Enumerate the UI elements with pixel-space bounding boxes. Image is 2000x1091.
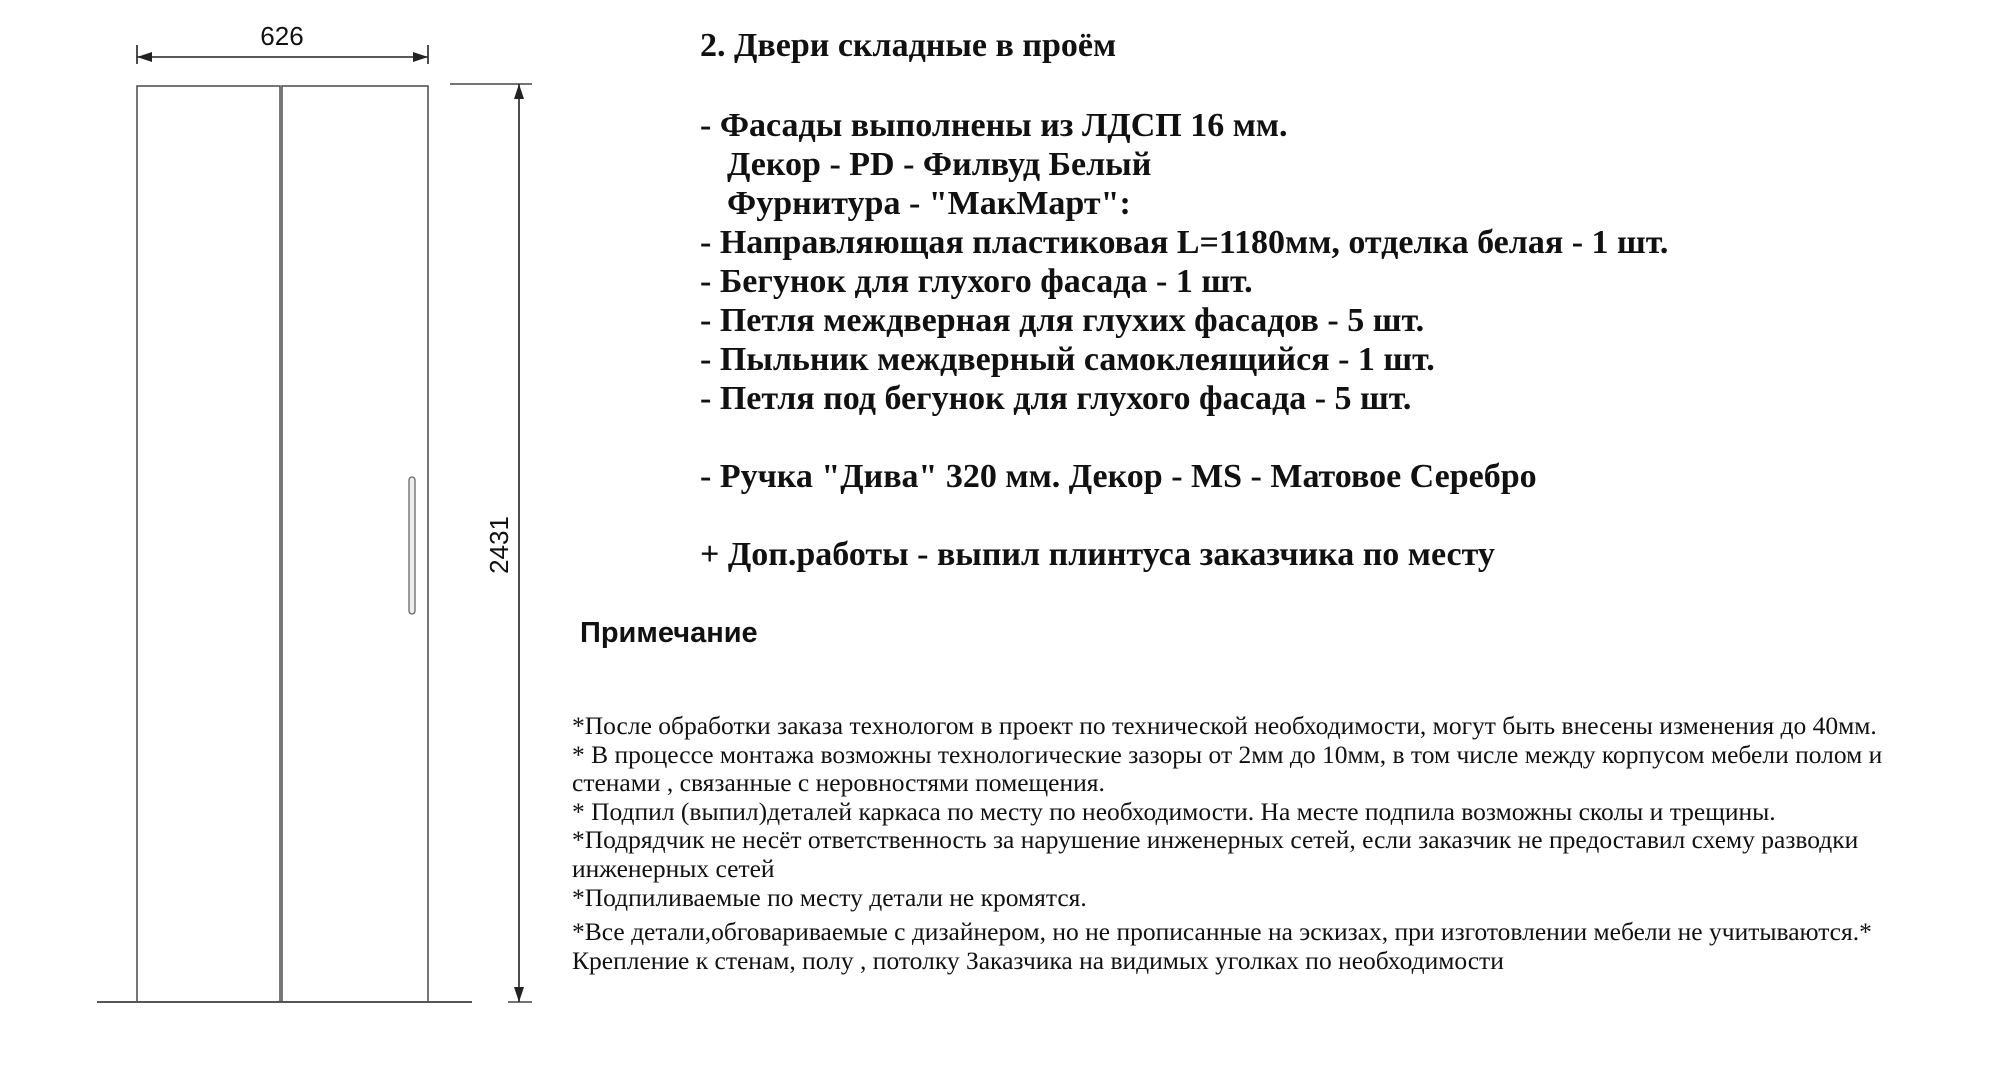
spec-line-extra-work: + Доп.работы - выпил плинтуса заказчика по месту: [700, 536, 1495, 573]
note-item: * Подпил (выпил)деталей каркаса по месту по необходимости. На месте подпила возможны сколы и трещины.: [572, 796, 1776, 826]
width-arrow-right-icon: [413, 52, 428, 62]
height-dimension-label: 2431: [484, 516, 514, 574]
door-drawing: [0, 0, 560, 1091]
spec-line-handle: - Ручка "Дива" 320 мм. Декор - MS - Матовое Серебро: [700, 458, 1537, 495]
spec-line-hardware: Фурнитура - "МакМарт":: [727, 185, 1131, 222]
door-panel-left: [137, 86, 280, 1002]
notes-heading: Примечание: [580, 617, 758, 649]
spec-line-decor: Декор - PD - Филвуд Белый: [727, 146, 1152, 183]
notes-block: [572, 712, 1912, 975]
door-handle: [409, 477, 415, 614]
note-item: * В процессе монтажа возможны технологические зазоры от 2мм до 10мм, в том числе между корпусом мебели полом и стенами , связанные с неровностями помещения.: [572, 739, 1883, 798]
spec-line-runner: - Бегунок для глухого фасада - 1 шт.: [700, 263, 1253, 300]
spec-line-guide: - Направляющая пластиковая L=1180мм, отделка белая - 1 шт.: [700, 224, 1669, 261]
spec-line-hinge: - Петля междверная для глухих фасадов - 5 шт.: [700, 302, 1425, 339]
height-arrow-top-icon: [514, 84, 524, 99]
note-item: *После обработки заказа технологом в проект по технической необходимости, могут быть внесены изменения до 40мм.: [572, 711, 1877, 740]
note-item: *Все детали,обговариваемые с дизайнером, но не прописанные на эскизах, при изготовлении мебели не учитываются.* Крепление к стенам, полу , потолку Заказчика на видимых уголках по необходимости: [572, 917, 1872, 975]
height-arrow-bottom-icon: [514, 987, 524, 1002]
spec-line-dust-seal: - Пыльник междверный самоклеящийся - 1 шт.: [700, 341, 1435, 378]
note-item: *Подпиливаемые по месту детали не кромятся.: [572, 882, 1087, 912]
width-arrow-left-icon: [137, 52, 152, 62]
spec-line-facades: - Фасады выполнены из ЛДСП 16 мм.: [700, 107, 1288, 144]
width-dimension-label: 626: [260, 21, 304, 51]
spec-line-runner-hinge: - Петля под бегунок для глухого фасада - 5 шт.: [700, 380, 1412, 417]
spec-title: 2. Двери складные в проём: [700, 27, 1117, 64]
door-panel-right: [282, 86, 428, 1002]
note-item: *Подрядчик не несёт ответственность за нарушение инженерных сетей, если заказчик не предоставил схему разводки инженерных сетей: [572, 825, 1859, 883]
